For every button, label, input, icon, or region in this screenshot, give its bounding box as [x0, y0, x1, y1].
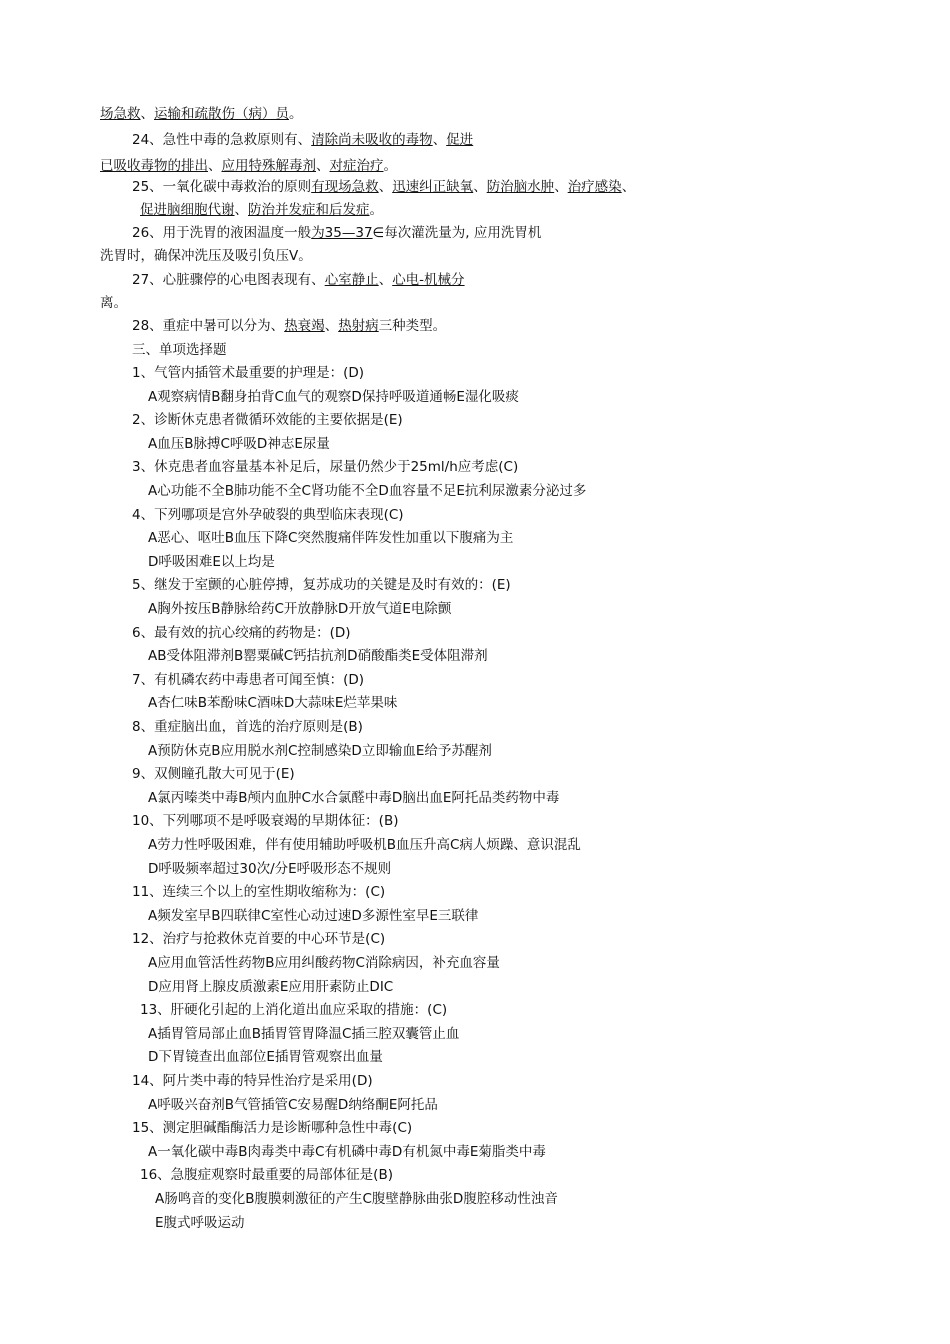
- question-stem: 5、继发于室颤的心脏停搏，复苏成功的关键是及时有效的：(E): [132, 577, 511, 593]
- answer-text: 应用特殊解毒剂: [221, 158, 316, 174]
- question-stem: 1、气管内插管术最重要的护理是：(D): [132, 365, 365, 381]
- answer-text: 促进: [446, 132, 474, 148]
- question-options: A血压B脉搏C呼吸D神志E尿量: [148, 436, 330, 452]
- fill-blank-line: [132, 177, 635, 197]
- question-stem: 16、急腹症观察时最重要的局部体征是(B): [140, 1167, 393, 1183]
- answer-text: 清除尚未吸收的毒物: [311, 132, 433, 148]
- question-text: 28、重症中暑可以分为、: [132, 318, 285, 334]
- question-text: 、: [432, 132, 447, 148]
- answer-text: 热衰竭: [284, 318, 325, 334]
- question-text: 、: [621, 179, 636, 195]
- question-stem: 15、测定胆碱酯酶活力是诊断哪种急性中毒(C): [132, 1120, 413, 1136]
- question-options: A杏仁味B苯酚味C酒味D大蒜味E烂苹果味: [148, 695, 398, 711]
- question-text: 洗胃时，确保冲洗压及吸引负压V。: [100, 248, 312, 264]
- question-text: 25、一氧化碳中毒救治的原则: [132, 179, 312, 195]
- question-text: 。: [369, 202, 383, 218]
- question-text: 、: [554, 179, 568, 195]
- answer-text: 防治脑水肿: [486, 179, 555, 195]
- question-stem: 11、连续三个以上的室性期收缩称为：(C): [132, 884, 386, 900]
- fill-blank-line: [100, 156, 397, 176]
- question-text: 27、心脏骤停的心电图表现有、: [132, 272, 325, 288]
- question-stem: 13、肝硬化引起的上消化道出血应采取的措施：(C): [140, 1002, 448, 1018]
- question-stem: 6、最有效的抗心绞痛的药物是：(D): [132, 625, 351, 641]
- question-options: A呼吸兴奋剂B气管插管C安易醒D纳络酮E阿托品: [148, 1097, 438, 1113]
- question-options: A心功能不全B肺功能不全C肾功能不全D血容量不足E抗利尿激素分泌过多: [148, 483, 587, 499]
- question-options: D下胃镜查出血部位E插胃管观察出血量: [148, 1049, 383, 1065]
- question-text: 。: [289, 106, 303, 122]
- question-options: A预防休克B应用脱水剂C控制感染D立即输血E给予苏醒剂: [148, 743, 492, 759]
- question-options: A劳力性呼吸困难，伴有使用辅助呼吸机B血压升高C病人烦躁、意识混乱: [148, 837, 581, 853]
- question-text: 、: [234, 202, 248, 218]
- fill-blank-line: [132, 130, 473, 150]
- question-options: D呼吸频率超过30次/分E呼吸形态不规则: [148, 861, 392, 877]
- fill-blank-line: [100, 293, 127, 313]
- question-options: A一氧化碳中毒B肉毒类中毒C有机磷中毒D有机氮中毒E菊脂类中毒: [148, 1144, 546, 1160]
- question-text: 、: [316, 158, 330, 174]
- question-options: A观察病情B翻身拍背C血气的观察D保持呼吸道通畅E湿化吸痰: [148, 389, 519, 405]
- question-text: 26、用于洗胃的液困温度一般: [132, 225, 312, 241]
- fill-blank-line: [132, 223, 541, 243]
- section-title: 三、单项选择题: [132, 342, 227, 358]
- question-stem: 12、治疗与抢救休克首要的中心环节是(C): [132, 931, 386, 947]
- question-text: 24、急性中毒的急救原则有、: [132, 132, 312, 148]
- answer-text: 心电-机械分: [392, 272, 465, 288]
- answer-text: 迅速纠正缺氧: [392, 179, 474, 195]
- question-stem: 9、双侧瞳孔散大可见于(E): [132, 766, 295, 782]
- question-text: 。: [383, 158, 397, 174]
- question-text: 、: [378, 179, 393, 195]
- question-stem: 4、下列哪项是宫外孕破裂的典型临床表现(C): [132, 507, 404, 523]
- answer-text: 有现场急救: [311, 179, 379, 195]
- question-text: 、: [208, 158, 222, 174]
- question-text: 离。: [100, 295, 127, 311]
- answer-text: 热射病: [338, 318, 379, 334]
- fill-blank-line: [100, 246, 312, 266]
- question-stem: 3、休克患者血容量基本补足后，尿量仍然少于25ml/h应考虑(C): [132, 459, 519, 475]
- answer-text: 运输和疏散伤（病）员: [154, 106, 289, 122]
- question-options: A应用血管活性药物B应用纠酸药物C消除病因，补充血容量: [148, 955, 500, 971]
- question-options: A插胃管局部止血B插胃管胃降温C插三腔双囊管止血: [148, 1026, 460, 1042]
- answer-text: 防治并发症和后发症: [248, 202, 370, 218]
- question-options: A恶心、呕吐B血压下降C突然腹痛伴阵发性加重以下腹痛为主: [148, 530, 514, 546]
- question-text: 、: [140, 106, 154, 122]
- question-text: ∈每次灌洗量为, 应用洗胃机: [372, 225, 542, 241]
- question-options: D应用肾上腺皮质激素E应用肝素防止DIC: [148, 979, 394, 995]
- fill-blank-line: [132, 270, 465, 290]
- answer-text: 已吸收毒物的排出: [100, 158, 208, 174]
- question-stem: 8、重症脑出血，首选的治疗原则是(B): [132, 719, 363, 735]
- question-options: E腹式呼吸运动: [155, 1215, 245, 1231]
- question-text: 、: [324, 318, 339, 334]
- answer-text: 对症治疗: [329, 158, 384, 174]
- answer-text: 为35—37: [311, 225, 373, 241]
- question-stem: 7、有机磷农药中毒患者可闻至慎：(D): [132, 672, 365, 688]
- question-stem: 10、下列哪项不是呼吸衰竭的早期体征：(B): [132, 813, 399, 829]
- fill-blank-line: [132, 316, 446, 336]
- answer-text: 心室静止: [324, 272, 379, 288]
- question-options: D呼吸困难E以上均是: [148, 554, 275, 570]
- question-options: A胸外按压B静脉给药C开放静脉D开放气道E电除颤: [148, 601, 452, 617]
- question-options: A氯丙嗪类中毒B颅内血肿C水合氯醛中毒D脑出血E阿托品类药物中毒: [148, 790, 560, 806]
- question-options: AB受体阻滞剂B罂粟碱C钙拮抗剂D硝酸酯类E受体阻滞剂: [148, 648, 488, 664]
- answer-text: 促进脑细胞代谢: [140, 202, 235, 218]
- question-text: 三种类型。: [378, 318, 447, 334]
- question-stem: 14、阿片类中毒的特异性治疗是采用(D): [132, 1073, 373, 1089]
- question-stem: 2、诊断休克患者微循环效能的主要依据是(E): [132, 412, 403, 428]
- answer-text: 场急救: [100, 106, 141, 122]
- fill-blank-line: [100, 104, 303, 124]
- question-text: 、: [473, 179, 487, 195]
- answer-text: 治疗感染: [567, 179, 622, 195]
- fill-blank-line: [140, 200, 383, 220]
- question-options: A频发室早B四联律C室性心动过速D多源性室早E三联律: [148, 908, 479, 924]
- question-options: A肠鸣音的变化B腹膜刺激征的产生C腹壁静脉曲张D腹腔移动性浊音: [155, 1191, 558, 1207]
- question-text: 、: [378, 272, 393, 288]
